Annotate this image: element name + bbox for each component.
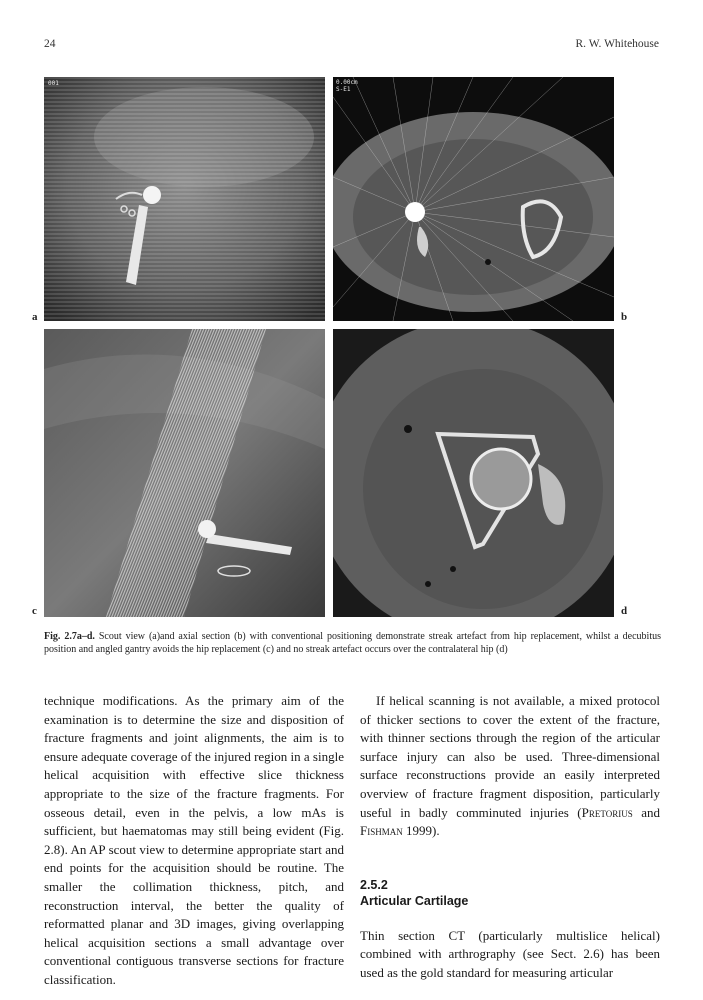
- section-number: 2.5.2: [360, 877, 388, 892]
- caption-text: Scout view (a)and axial section (b) with conventional positioning demonstrate streak artefact from hip replacement, whilst a decubitus position and angled gantry avoids the hip replacement (c) and no streak artefact occurs over the contralateral hip (d): [44, 631, 661, 656]
- panel-label-c: c: [32, 605, 37, 617]
- contralateral-hip-ct-image: [333, 329, 614, 617]
- left-column: [44, 692, 344, 990]
- figure-panel-c: [44, 329, 325, 617]
- right-column-paragraph-1: [360, 692, 660, 841]
- panel-label-b: b: [621, 311, 628, 323]
- citation-author-2: Fishman: [360, 823, 403, 839]
- citation-author-1: Pretorius: [581, 804, 633, 820]
- citation-year: 1999).: [402, 823, 440, 839]
- left-column-paragraph: technique modifications. As the primary aim of the examination is to determine the size and disposition of fracture fragments and joint alignments, the aim is to ensure adequate coverage of the injured region in a single helical acquisition with effective slice thickness appropriate to the size of the fracture fragments. For osseous detail, even in the pelvis, a low mAs is sufficient, but haematomas may still being evident (Fig. 2.8). An AP scout view to determine appropriate start and end points for the acquisition should be routine. The smaller the collimation thickness, pitch, and reconstruction interval, the better the quality of reformatted planar and 3D images, giving overlapping helical acquisition sections a small advantage over conventional contiguous transverse sections for fracture classification.: [44, 693, 344, 987]
- figure-panel-a: [44, 77, 325, 321]
- axial-ct-image: [333, 77, 614, 321]
- caption-label: Fig. 2.7a–d.: [44, 631, 95, 642]
- figure-panel-d: [333, 329, 614, 617]
- page-number: 24: [44, 38, 56, 50]
- right-column-paragraph-2: Thin section CT (particularly multislice helical) combined with arthrography (see Sect. 2.6) has been used as the gold standard for measuring articular: [360, 927, 660, 980]
- scout-view-image: [44, 77, 325, 321]
- citation-and: and: [632, 804, 660, 820]
- panel-b-overlay-text: 0.00cm S-E1: [336, 79, 358, 93]
- section-title: Articular Cartilage: [360, 893, 469, 908]
- panel-a-overlay-text: 001: [48, 80, 59, 87]
- panel-label-d: d: [621, 605, 628, 617]
- panel-label-a: a: [32, 311, 38, 323]
- paragraph-1-text: If helical scanning is not available, a mixed protocol of thicker sections to cover the extent of the fracture, with thinner sections through the region of the articular surface injury can also be used. Three-dimensional surface reconstructions provide an easily interpreted overview of fracture fragment disposition, particularly useful in badly comminuted injuries (: [360, 693, 660, 820]
- figure-panel-b: [333, 77, 614, 321]
- decubitus-scout-image: [44, 329, 325, 617]
- right-column: [360, 692, 660, 983]
- figure-caption: [44, 630, 661, 656]
- running-head-author: R. W. Whitehouse: [575, 38, 659, 50]
